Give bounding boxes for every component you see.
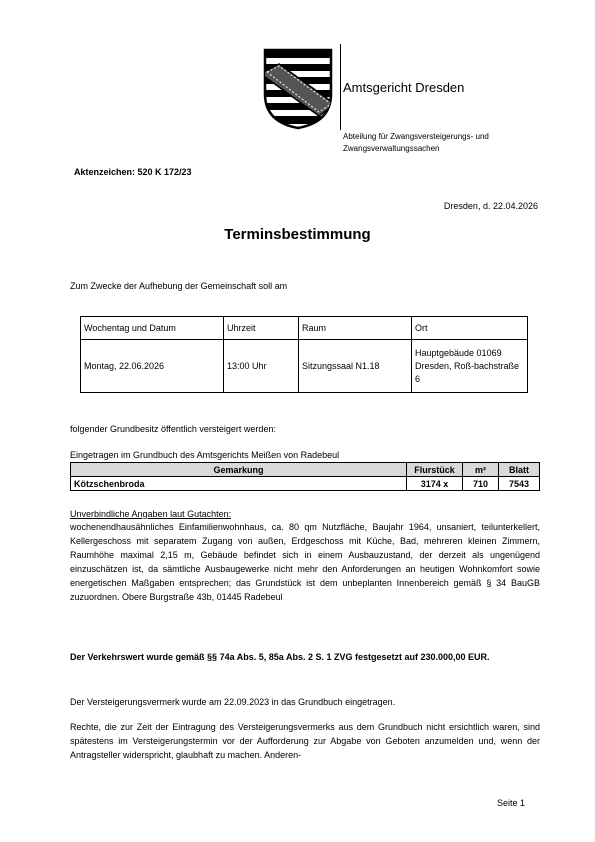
table-header-row [81,317,528,340]
appointment-table [80,316,528,393]
appointment-time: 13:00 Uhr [224,340,299,393]
table-header-row [71,463,540,477]
appointment-room: Sitzungssaal N1.18 [299,340,412,393]
header-cell: Raum [299,317,412,340]
document-title: Terminsbestimmung [224,226,371,243]
header-cell: Wochentag und Datum [81,317,224,340]
intro-text: Zum Zwecke der Aufhebung der Gemeinschaft soll am [70,281,288,291]
file-number: Aktenzeichen: 520 K 172/23 [74,167,192,177]
land-register-table [70,462,540,491]
valuation-heading: Unverbindliche Angaben laut Gutachten: [70,509,232,519]
district-cell: Kötzschenbroda [71,477,407,491]
header-cell: Ort [412,317,528,340]
appointment-date: Montag, 22.06.2026 [81,340,224,393]
parcel-cell: 3174 x [407,477,463,491]
court-name: Amtsgericht Dresden [343,80,465,95]
department: Abteilung für Zwangsversteigerungs- und Zwangsverwaltungssachen [343,132,489,153]
page-number: Seite 1 [496,798,525,808]
appointment-place: Hauptgebäude 01069 Dresden, Roß-bachstraße 6 [412,340,528,393]
valuation-text: wochenendhausähnliches Einfamilienwohnhaus, ca. 80 qm Nutzfläche, Baujahr 1964, unsaniert, teilunterkellert, Kellergeschoss mit separatem Zugang von außen, Erdgeschoss mit Küche, Bad, mehreren kleinen Zimmern, Raumhöhe maximal 2,15 m, Gebäude befindet sich in einem Ausbauzustand, der derzeit als ungenügend einzuschätzen ist, da sämtliche Ausbaugewerke nicht mehr den Anforderungen an heutigen Wohnkomfort sowie energetischen Maßgaben entsprechen; das Grundstück ist dem unbeplanten Innenbereich gemäß § 34 BauGB zuzuordnen. Obere Burgstraße 43b, 01445 Radebeul [70,522,540,602]
header-cell: m² [463,463,499,477]
header-divider [340,44,341,130]
land-register-caption: Eingetragen im Grundbuch des Amtsgerichts Meißen von Radebeul [70,450,340,460]
header-cell: Uhrzeit [224,317,299,340]
saxony-coat-of-arms-icon [257,44,339,130]
area-cell: 710 [463,477,499,491]
sheet-cell: 7543 [499,477,540,491]
header-cell: Gemarkung [71,463,407,477]
place-date: Dresden, d. 22.04.2026 [443,201,538,211]
auction-text: folgender Grundbesitz öffentlich versteigert werden: [70,424,276,434]
header-cell: Blatt [499,463,540,477]
table-row [71,477,540,491]
rights-note: Rechte, die zur Zeit der Eintragung des Versteigerungsvermerks aus dem Grundbuch nicht ersichtlich waren, sind spätestens im Versteigerungstermin vor der Aufforderung zur Abgabe von Geboten anzumelden und, wenn der Antragsteller widerspricht, glaubhaft zu machen. Anderen- [70,722,540,760]
market-value: Der Verkehrswert wurde gemäß §§ 74a Abs. 5, 85a Abs. 2 S. 1 ZVG festgesetzt auf 230.000,00 EUR. [70,652,490,662]
table-row [81,340,528,393]
header-cell: Flurstück [407,463,463,477]
registration-note: Der Versteigerungsvermerk wurde am 22.09.2023 in das Grundbuch eingetragen. [70,697,396,707]
